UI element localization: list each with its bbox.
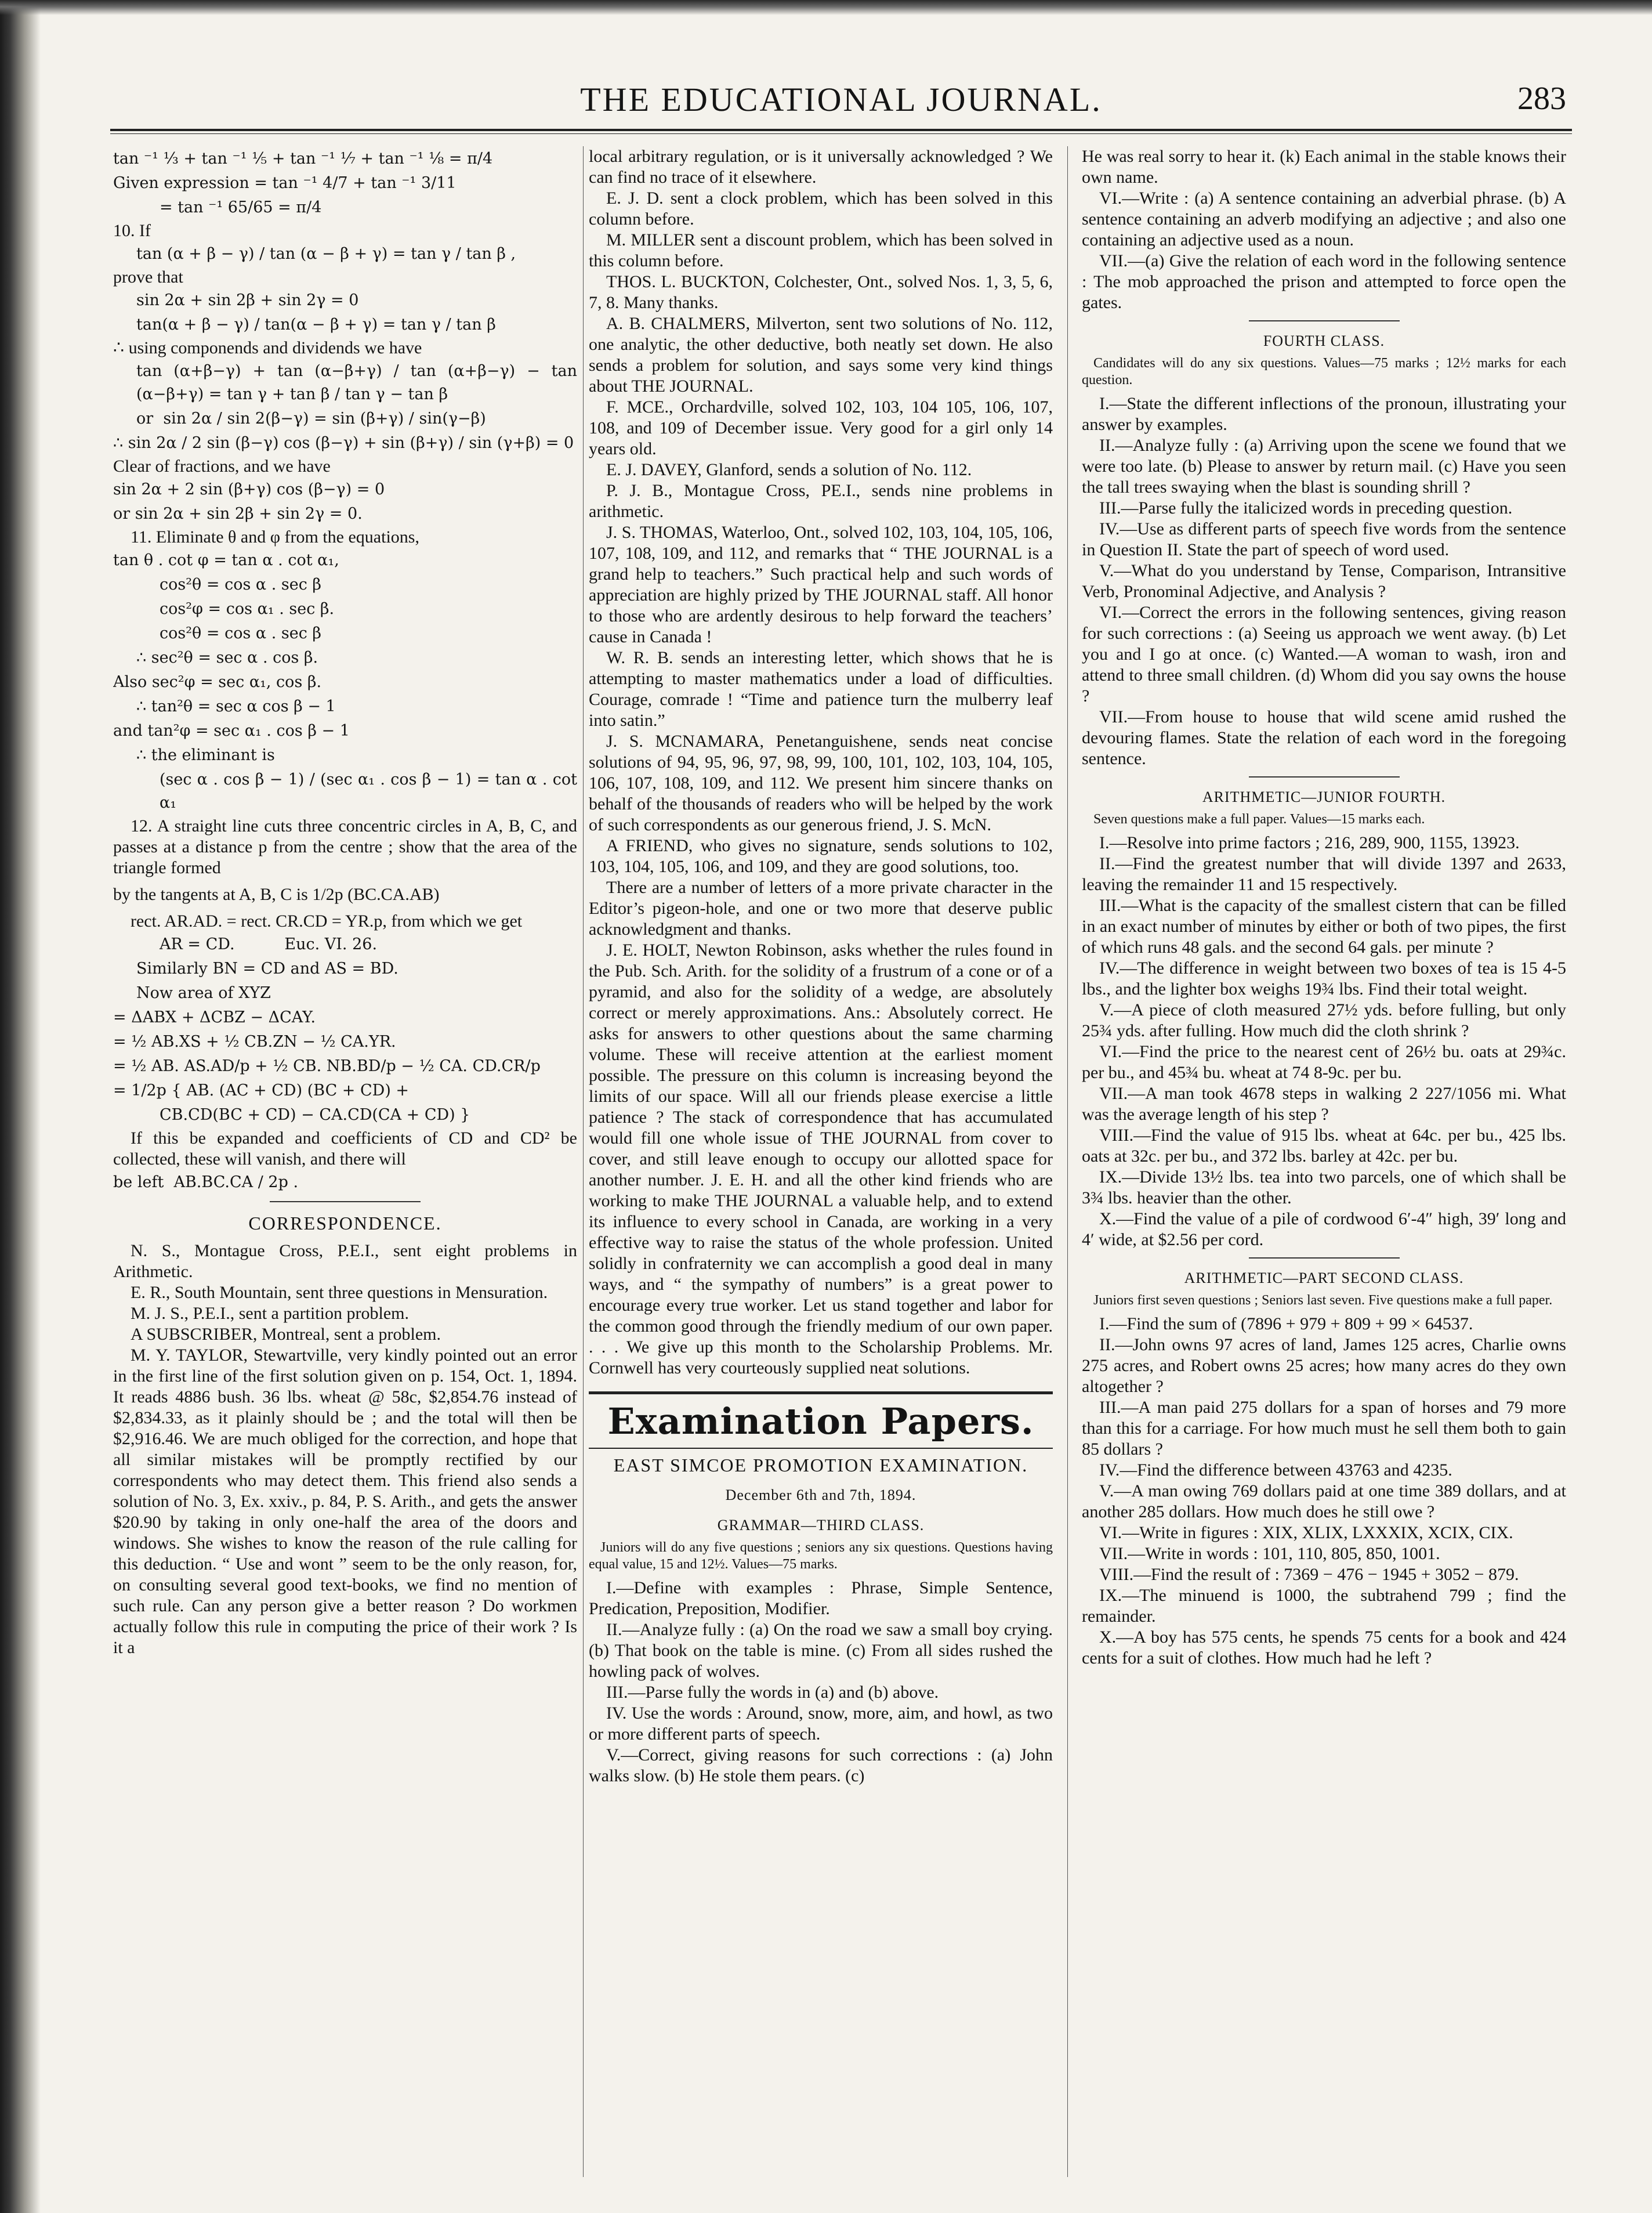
equation: sin 2α + 2 sin (β+γ) cos (β−γ) = 0 (113, 480, 385, 498)
question: III.—Parse fully the italicized words in preceding question. (1099, 498, 1513, 518)
equation: tan (α+β−γ) + tan (α−β+γ) / tan (α+β−γ) − tan (α−β+γ) = tan γ + tan β / tan γ − tan β (136, 362, 577, 403)
instructions-note: Candidates will do any six questions. Values—75 marks ; 12½ marks for each question. (1082, 356, 1566, 388)
question: V.—Correct, giving reasons for such corrections : (a) John walks slow. (b) He stole them pears. (c) (589, 1745, 1053, 1785)
problem-text: If this be expanded and coefficients of CD and CD² be collected, these will vanish, and there will (113, 1129, 577, 1169)
question: I.—Resolve into prime factors ; 216, 289, 900, 1155, 13923. (1099, 833, 1520, 852)
equation: cos²φ = cos α₁ . sec β. (160, 600, 335, 618)
equation: CB.CD(BC + CD) − CA.CD(CA + CD) } (160, 1106, 470, 1124)
correspondence-item: W. R. B. sends an interesting letter, which shows that he is attempting to master mathematics under a load of difficulties. Courage, comrade ! “Time and patience turn the mulberry leaf into satin.” (589, 648, 1053, 730)
correspondence-item: A. B. CHALMERS, Milverton, sent two solutions of No. 112, one analytic, the other deductive, both neatly set down. He also sends a problem for solution, and says some very kind things about THE JOURNAL. (589, 314, 1053, 396)
question: VII.—A man took 4678 steps in walking 2 227/1056 mi. What was the average length of his step ? (1082, 1084, 1566, 1124)
problem-text: by the tangents at A, B, C is 1/2p (BC.CA.AB) (113, 885, 440, 904)
equation: cos²θ = cos α . sec β (160, 576, 322, 594)
correspondence-item: E. J. DAVEY, Glanford, sends a solution of No. 112. (606, 460, 972, 479)
question: VI.—Correct the errors in the following sentences, giving reason for such corrections : (a) Seeing us approach we went away. (b) Let you and I go at once. (c) Wanted.—A woman to wash, iron and attend to three small children. (d) Whom did you say owns the house ? (1082, 603, 1566, 706)
question: VIII.—Find the value of 915 lbs. wheat at 64c. per bu., 425 lbs. oats at 32c. per bu., and 372 lbs. barley at 42c. per bu. (1082, 1126, 1566, 1166)
header-rule (110, 129, 1572, 134)
correspondence-item: F. MCE., Orchardville, solved 102, 103, 104 105, 106, 107, 108, and 109 of December issue. Very good for a girl only 14 years old. (589, 397, 1053, 458)
equation: tan(α + β − γ) / tan(α − β + γ) = tan γ / tan β (136, 316, 496, 334)
equation: ∴ sin 2α / 2 sin (β−γ) cos (β−γ) + sin (β+γ) / sin (γ+β) = 0 (113, 434, 574, 452)
correspondence-item: A FRIEND, who gives no signature, sends solutions to 102, 103, 104, 105, 106, and 109, and they are good solutions, too. (589, 836, 1053, 876)
correspondence-item: N. S., Montague Cross, P.E.I., sent eight problems in Arithmetic. (113, 1241, 577, 1281)
scan-shadow-left (0, 0, 41, 2213)
section-rule (1249, 1257, 1400, 1259)
equation: = ½ AB. AS.AD/p + ½ CB. NB.BD/p − ½ CA. CD.CR/p (113, 1057, 541, 1075)
text-line: prove that (113, 267, 183, 287)
correspondence-item: M. J. S., P.E.I., sent a partition problem. (131, 1304, 409, 1323)
correspondence-item: M. Y. TAYLOR, Stewartville, very kindly pointed out an error in the first line of the first solution given on p. 154, Oct. 1, 1894. It reads 4886 bush. 36 lbs. wheat @ 58c, $2,854.76 instead of $2,834.33, as it plainly should be ; and the total will then be $2,916.46. We are much obliged for the correction, and hope that all similar mistakes will be promptly rectified by our correspondents who may detect them. This friend also sends a solution of No. 3, Ex. xxiv., p. 84, P. S. Arith., and gets the answer $20.90 by taking in only one-half the area of the doors and windows. She wishes to know the reason of the rule calling for this deduction. “ Use and wont ” seem to be the only reason, for, on consulting several good text-books, we find no mention of such rule. Can any person give a better reason ? Do workmen actually follow this rule in computing the price of their work ? Is it a (113, 1346, 577, 1657)
section-rule (1249, 776, 1400, 778)
correspondence-item: M. MILLER sent a discount problem, which has been solved in this column before. (589, 230, 1053, 270)
equation: be left AB.BC.CA / 2p . (113, 1173, 299, 1191)
question: IV.—Use as different parts of speech five words from the sentence in Question II. State the part of speech of word used. (1082, 519, 1566, 559)
equation: = tan ⁻¹ 65/65 = π/4 (160, 198, 322, 216)
column-middle (589, 146, 1053, 2189)
correspondence-item: There are a number of letters of a more private character in the Editor’s pigeon-hole, and one or two more that deserve public acknowledgment and thanks. (589, 878, 1053, 939)
equation: Given expression = tan ⁻¹ 4/7 + tan ⁻¹ 3/11 (113, 174, 457, 192)
equation: tan (α + β − γ) / tan (α − β + γ) = tan γ / tan β , (136, 245, 516, 263)
exam-title: EAST SIMCOE PROMOTION EXAMINATION. (613, 1455, 1028, 1476)
equation: ∴ tan²θ = sec α cos β − 1 (136, 697, 336, 715)
scan-shadow-top (0, 0, 1652, 15)
question: II.—Find the greatest number that will divide 1397 and 2633, leaving the remainder 11 and 15 respectively. (1082, 854, 1566, 894)
equation: ∴ sec²θ = sec α . cos β. (136, 649, 318, 667)
column-left (113, 146, 577, 2189)
question: IX.—Divide 13½ lbs. tea into two parcels, one of which shall be 3¾ lbs. heavier than the other. (1082, 1167, 1566, 1207)
question: VI.—Find the price to the nearest cent of 26½ bu. oats at 29¾c. per bu., and 45¾ bu. wheat at 74 8-9c. per bu. (1082, 1042, 1566, 1082)
subsection-heading: ARITHMETIC—PART SECOND CLASS. (1184, 1270, 1464, 1286)
question: V.—What do you understand by Tense, Comparison, Intransitive Verb, Pronominal Adjective, and Analysis ? (1082, 561, 1566, 601)
equation: = ½ AB.XS + ½ CB.ZN − ½ CA.YR. (113, 1033, 396, 1051)
section-rule (1249, 320, 1400, 321)
section-rule (270, 1201, 421, 1202)
question: VII.—From house to house that wild scene amid rushed the devouring flames. State the relation of each word in the foregoing sentence. (1082, 707, 1566, 768)
question: He was real sorry to hear it. (k) Each animal in the stable knows their own name. (1082, 147, 1566, 187)
problem-number: 10. If (113, 221, 151, 240)
equation: Now area of XYZ (136, 984, 271, 1002)
equation: or sin 2α + sin 2β + sin 2γ = 0. (113, 505, 363, 523)
question: VII.—(a) Give the relation of each word in the following sentence : The mob approached the prison and attempted to force open the gates. (1082, 251, 1566, 312)
question: IV. Use the words : Around, snow, more, aim, and howl, as two or more different parts of speech. (589, 1704, 1053, 1744)
equation: tan θ . cot φ = tan α . cot α₁, (113, 551, 339, 569)
equation: ∴ the eliminant is (136, 746, 275, 764)
page-number: 283 (1517, 81, 1566, 117)
text-line: ∴ using componends and dividends we have (113, 338, 422, 357)
problem-text: rect. AR.AD. = rect. CR.CD = YR.p, from which we get (131, 912, 523, 931)
question: I.—Define with examples : Phrase, Simple Sentence, Predication, Preposition, Modifier. (589, 1578, 1053, 1618)
equation: cos²θ = cos α . sec β (160, 624, 322, 642)
instructions-note: Seven questions make a full paper. Values—15 marks each. (1093, 812, 1425, 827)
correspondence-item: J. E. HOLT, Newton Robinson, asks whether the rules found in the Pub. Sch. Arith. for the solidity of a frustrum of a cone or of a pyramid, and also for the solidity of a wedge, are absolutely correct or merely approximations. Ans.: Absolutely correct. He asks for answers to other questions about the same charming volume. These will receive attention at the earliest moment possible. The pressure on this column is increasing beyond the limits of our space. Will all our friends please exercise a little patience ? The stack of correspondence that has accumulated would fill one whole issue of THE JOURNAL from cover to cover, and still leave enough to occupy our allotted space for another number. J. E. H. and all the other kind friends who are working to make THE JOURNAL a valuable help, and to extend its influence to every school in Canada, are working in a very effective way to raise the status of the whole profession. United solidly in confraternity we can accomplish a good deal in many ways, and “ the sympathy of numbers” is a great power to encourage every true worker. Let us stand together and labor for the common good through the friendly medium of our own paper. . . . We give up this month to the Scholarship Problems. Mr. Cornwell has very courteously supplied neat solutions. (589, 941, 1053, 1377)
text-line: Clear of fractions, and we have (113, 457, 331, 476)
section-heading-correspondence: CORRESPONDENCE. (248, 1213, 442, 1234)
question: II.—Analyze fully : (a) On the road we saw a small boy crying. (b) That book on the table is mine. (c) From all sides rushed the howling pack of wolves. (589, 1620, 1053, 1681)
correspondence-item: local arbitrary regulation, or is it universally acknowledged ? We can find no trace of it elsewhere. (589, 147, 1053, 187)
exam-date: December 6th and 7th, 1894. (725, 1487, 916, 1503)
section-banner-examination-papers: Examination Papers. (589, 1391, 1053, 1449)
question: I.—Find the sum of (7896 + 979 + 809 + 99 × 64537. (1099, 1314, 1473, 1333)
problem-text: 11. Eliminate θ and φ from the equations, (131, 527, 419, 547)
question: X.—A boy has 575 cents, he spends 75 cents for a book and 424 cents for a suit of clothes. How much had he left ? (1082, 1628, 1566, 1668)
question: V.—A man owing 769 dollars paid at one time 389 dollars, and at another 285 dollars. How much does he still owe ? (1082, 1481, 1566, 1521)
question: I.—State the different inflections of the pronoun, illustrating your answer by examples. (1082, 394, 1566, 434)
equation: and tan²φ = sec α₁ . cos β − 1 (113, 722, 350, 740)
correspondence-item: THOS. L. BUCKTON, Colchester, Ont., solved Nos. 1, 3, 5, 6, 7, 8. Many thanks. (589, 272, 1053, 312)
question: III.—Parse fully the words in (a) and (b) above. (606, 1683, 939, 1702)
column-right (1082, 146, 1566, 2189)
equation: or sin 2α / sin 2(β−γ) = sin (β+γ) / sin(γ−β) (136, 410, 486, 428)
question: X.—Find the value of a pile of cordwood 6′-4″ high, 39′ long and 4′ wide, at $2.56 per cord. (1082, 1209, 1566, 1249)
correspondence-item: J. S. MCNAMARA, Penetanguishene, sends neat concise solutions of 94, 95, 96, 97, 98, 99, 100, 101, 102, 103, 104, 105, 106, 107, 108, 109, and 112. We present him sincere thanks on behalf of the thousands of readers who will be helped by the work of such correspondents as our generous friend, J. S. McN. (589, 732, 1053, 834)
problem-text: 12. A straight line cuts three concentric circles in A, B, C, and passes at a distance p from the centre ; show that the area of the triangle formed (113, 816, 577, 877)
question: II.—John owns 97 acres of land, James 125 acres, Charlie owns 275 acres, and Robert owns 25 acres; how many acres do they own altogether ? (1082, 1335, 1566, 1396)
correspondence-item: E. R., South Mountain, sent three questions in Mensuration. (131, 1283, 548, 1302)
correspondence-item: A SUBSCRIBER, Montreal, sent a problem. (131, 1325, 441, 1344)
column-divider (1067, 146, 1068, 2177)
page-header (110, 70, 1572, 128)
equation: AR = CD. Euc. VI. 26. (160, 935, 378, 953)
question: III.—A man paid 275 dollars for a span of horses and 79 more than this for a carriage. For how much must he sell them both to gain 85 dollars ? (1082, 1398, 1566, 1459)
question: VI.—Write : (a) A sentence containing an adverbial phrase. (b) A sentence containing an adverb modifying an adjective ; and also one containing an adjective used as a noun. (1082, 189, 1566, 249)
correspondence-item: J. S. THOMAS, Waterloo, Ont., solved 102, 103, 104, 105, 106, 107, 108, 109, and 112, and remarks that “ THE JOURNAL is a grand help to teachers.” Such practical help and such words of appreciation are highly prized by THE JOURNAL staff. All honor to those who are ardently desirous to help forward the teachers’ cause in Canada ! (589, 523, 1053, 646)
correspondence-item: E. J. D. sent a clock problem, which has been solved in this column before. (589, 189, 1053, 229)
subsection-heading: FOURTH CLASS. (1263, 332, 1385, 349)
question: IV.—Find the difference between 43763 and 4235. (1099, 1460, 1452, 1480)
question: IX.—The minuend is 1000, the subtrahend 799 ; find the remainder. (1082, 1586, 1566, 1626)
question: VIII.—Find the result of : 7369 − 476 − 1945 + 3052 − 879. (1099, 1565, 1519, 1584)
correspondence-item: P. J. B., Montague Cross, PE.I., sends nine problems in arithmetic. (589, 481, 1053, 521)
journal-title: THE EDUCATIONAL JOURNAL. (580, 81, 1102, 118)
question: V.—A piece of cloth measured 27½ yds. before fulling, but only 25¾ yds. after fulling. How much did the cloth shrink ? (1082, 1000, 1566, 1040)
equation: Also sec²φ = sec α₁, cos β. (113, 673, 322, 691)
instructions-note: Juniors will do any five questions ; seniors any six questions. Questions having equal value, 15 and 12½. Values—75 marks. (589, 1540, 1053, 1572)
question: VII.—Write in words : 101, 110, 805, 850, 1001. (1099, 1544, 1440, 1563)
equation: tan ⁻¹ ⅓ + tan ⁻¹ ⅕ + tan ⁻¹ ⅐ + tan ⁻¹ ⅛ = π/4 (113, 150, 493, 168)
question: III.—What is the capacity of the smallest cistern that can be filled in an exact number of minutes by either or both of two pipes, the first of which runs 48 gals. and the second 64 gals. per minute ? (1082, 896, 1566, 957)
question: II.—Analyze fully : (a) Arriving upon the scene we found that we were too late. (b) Please to answer by return mail. (c) Have you seen the tall trees swaying when the blast is sounding shrill ? (1082, 436, 1566, 497)
equation: = 1/2p { AB. (AC + CD) (BC + CD) + (113, 1082, 410, 1100)
equation: = ΔABX + ΔCBZ − ΔCAY. (113, 1008, 316, 1026)
question: IV.—The difference in weight between two boxes of tea is 15 4-5 lbs., and the lighter box weighs 19¾ lbs. Find their total weight. (1082, 959, 1566, 999)
equation: Similarly BN = CD and AS = BD. (136, 960, 398, 978)
equation: (sec α . cos β − 1) / (sec α₁ . cos β − 1) = tan α . cot α₁ (160, 771, 577, 812)
subsection-heading: ARITHMETIC—JUNIOR FOURTH. (1202, 789, 1446, 805)
equation: sin 2α + sin 2β + sin 2γ = 0 (136, 291, 359, 309)
question: VI.—Write in figures : XIX, XLIX, LXXXIX, XCIX, CIX. (1099, 1523, 1513, 1542)
subsection-heading: GRAMMAR—THIRD CLASS. (717, 1517, 925, 1534)
column-divider (583, 146, 584, 2177)
instructions-note: Juniors first seven questions ; Seniors last seven. Five questions make a full paper. (1093, 1293, 1553, 1308)
